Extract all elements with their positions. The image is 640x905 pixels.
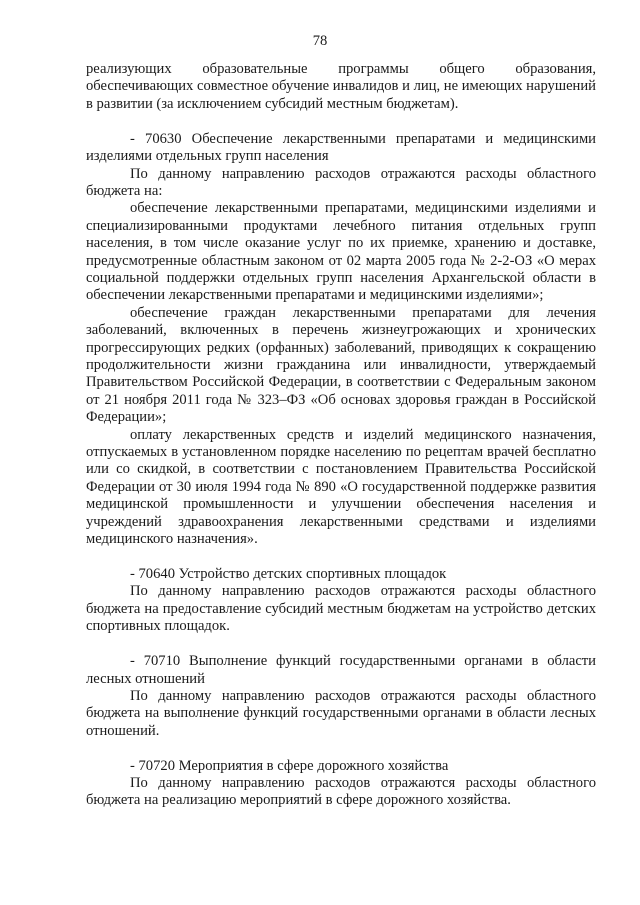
spacer <box>86 548 596 566</box>
paragraph: По данному направлению расходов отражаются расходы областного бюджета на выполнение функций государственными органами в области лесных отношений. <box>86 687 596 739</box>
page-number: 78 <box>312 33 328 49</box>
spacer <box>86 113 596 131</box>
paragraph-continuation: реализующих образовательные программы общего образования, обеспечивающих совместное обучение инвалидов и лиц, не имеющих нарушений в развитии (за исключением субсидий местным бюджетам). <box>86 61 596 112</box>
paragraph: обеспечение лекарственными препаратами, медицинскими изделиями и специализированными продуктами лечебного питания отдельных групп населения, в том числе оказание услуг по их приемке, хранению и доставке, предусмотренные областным законом от 02 марта 2005 года № 2-2-ОЗ «О мерах социальной поддержки отдельных групп населения Архангельской области в обеспечении лекарственными препаратами и медицинскими изделиями»; <box>86 200 596 304</box>
section-heading-70720: - 70720 Мероприятия в сфере дорожного хозяйства <box>130 757 449 774</box>
paragraph: оплату лекарственных средств и изделий медицинского назначения, отпускаемых в установленном порядке населению по рецептам врачей бесплатно или со скидкой, в соответствии с постановлением Правительства Российской Федерации от 30 июля 1994 года № 890 «О государственной поддержке развития медицинской промышленности и улучшении обеспечения населения и учреждений здравоохранения лекарственными средствами и изделиями медицинского назначения». <box>86 426 596 548</box>
section-heading-70630: - 70630 Обеспечение лекарственными препаратами и медицинскими изделиями отдельных групп населения <box>86 130 596 165</box>
paragraph: По данному направлению расходов отражаются расходы областного бюджета на: <box>86 165 596 199</box>
section-heading-70710: - 70710 Выполнение функций государственными органами в области лесных отношений <box>86 653 596 687</box>
paragraph: По данному направлению расходов отражаются расходы областного бюджета на реализацию мероприятий в сфере дорожного хозяйства. <box>86 775 596 809</box>
spacer <box>86 740 596 758</box>
paragraph: обеспечение граждан лекарственными препаратами для лечения заболеваний, включенных в перечень жизнеугрожающих и хронических прогрессирующих редких (орфанных) заболеваний, приводящих к сокращению продолжительности жизни гражданина или инвалидности, утверждаемый Правительством Российской Федерации, в соответствии с Федеральным законом от 21 ноября 2011 года № 323–ФЗ «Об основах здоровья граждан в Российской Федерации»; <box>86 304 596 426</box>
page-content <box>86 61 596 810</box>
spacer <box>86 636 596 654</box>
paragraph: По данному направлению расходов отражаются расходы областного бюджета на предоставление субсидий местным бюджетам на устройство детских спортивных площадок. <box>86 583 596 635</box>
section-heading-70640: - 70640 Устройство детских спортивных площадок <box>130 565 447 582</box>
